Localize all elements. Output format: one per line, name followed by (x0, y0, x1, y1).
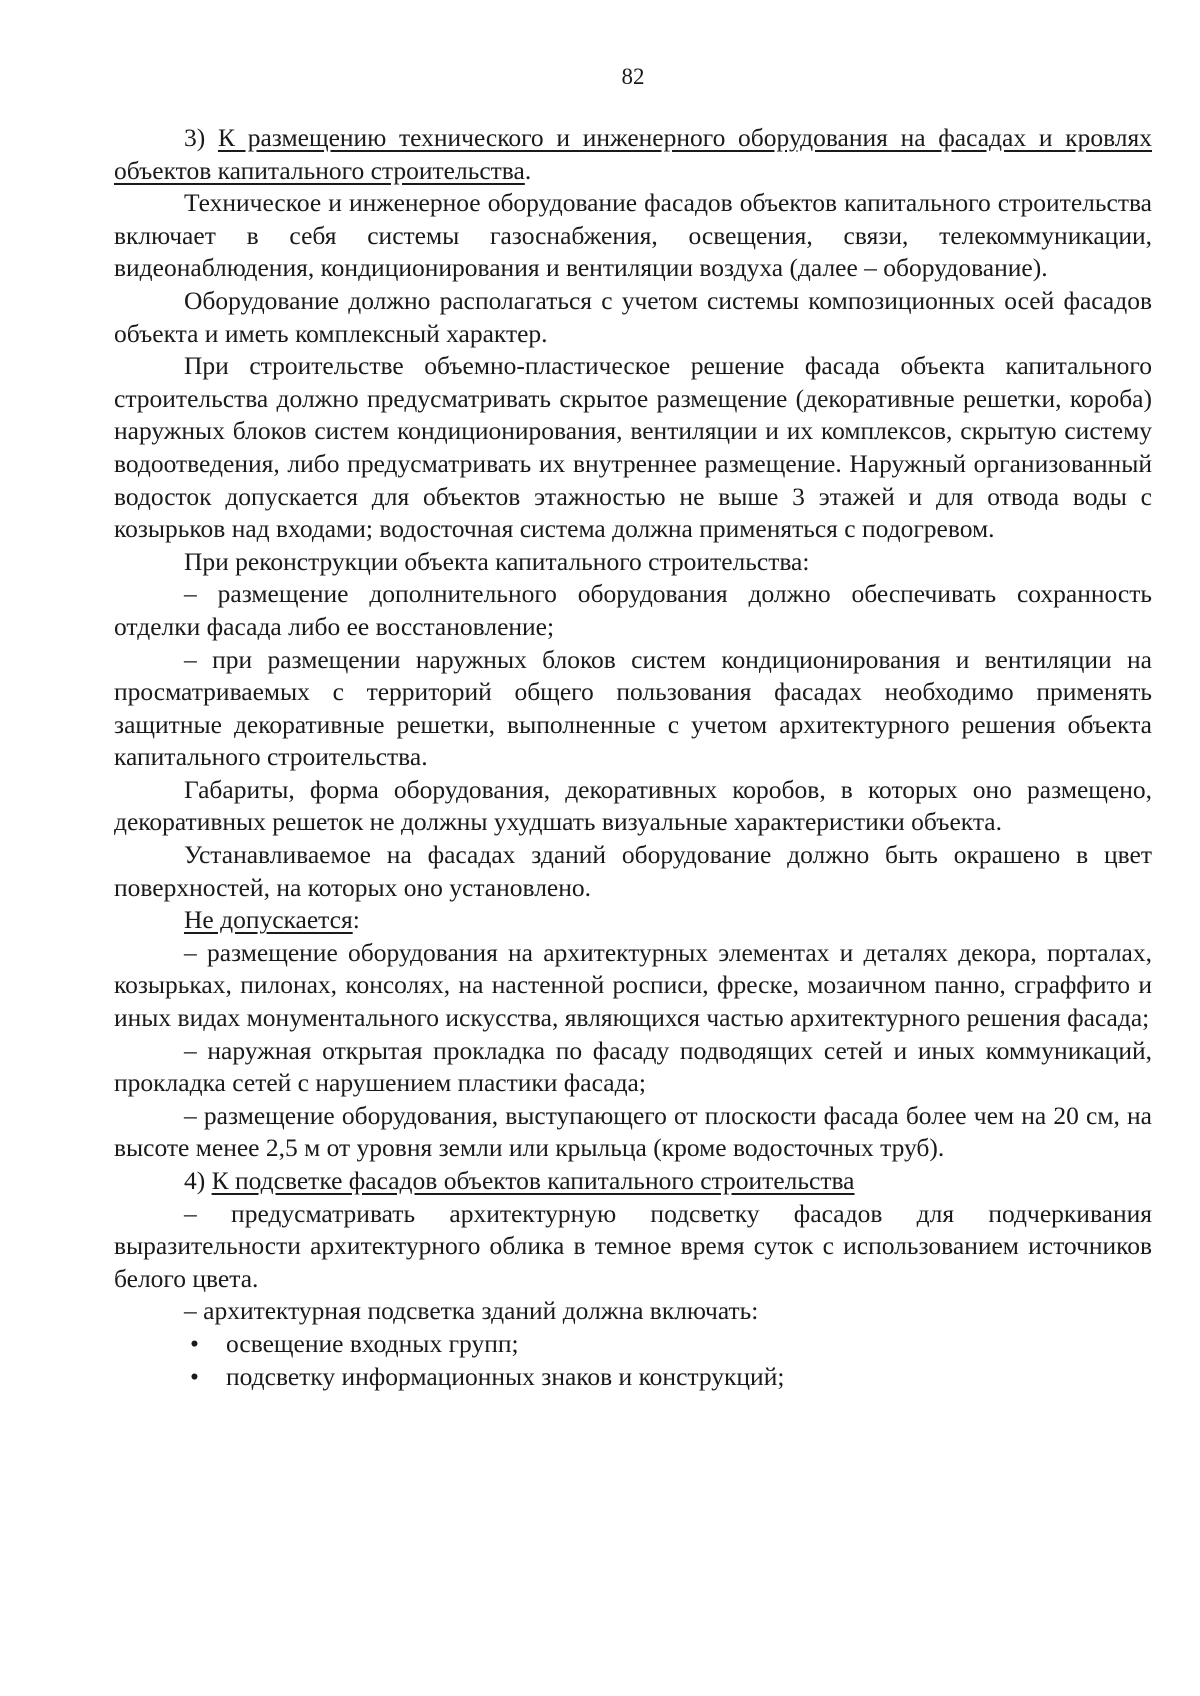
document-page (114, 62, 1152, 1393)
paragraph-reconstruction: При реконструкции объекта капитального строительства: (184, 546, 810, 576)
list-item-reconstruction-2: – при размещении наружных блоков систем кондиционирования и вентиляции на просматриваемых с территорий общего пользования фасадах необходимо применять защитные декоративные решетки, выполненные с учетом архитектурного решения объекта капитального строительства. (114, 644, 1152, 772)
paragraph-lighting-includes: – архитектурная подсветка зданий должна включать: (184, 1296, 759, 1326)
page-number: 82 (621, 64, 645, 89)
list-item-not-allowed-2: – наружная открытая прокладка по фасаду подводящих сетей и иных коммуникаций, прокладка сетей с нарушением пластики фасада; (114, 1035, 1152, 1098)
not-allowed-heading (114, 904, 1152, 937)
section-4-number: 4) (184, 1166, 206, 1195)
section-3-period: . (524, 155, 532, 185)
list-item-reconstruction-1: – размещение дополнительного оборудования должно обеспечивать сохранность отделки фасада либо ее восстановление; (114, 579, 1152, 641)
bullet-icon: • (190, 1328, 199, 1358)
bullet-item (114, 1328, 1152, 1361)
section-3-heading (114, 122, 1152, 187)
paragraph-equipment-definition: Техническое и инженерное оборудование фасадов объектов капитального строительства включает в себя системы газоснабжения, освещения, связи, телекоммуникации, видеонаблюдения, кондиционирования и вентиляции воздуха (далее – оборудование). (114, 188, 1152, 283)
section-4-title: К подсветке фасадов объектов капитального строительства (211, 1166, 855, 1195)
paragraph-composition-axes: Оборудование должно располагаться с учетом системы композиционных осей фасадов объекта и иметь комплексный характер. (114, 285, 1152, 348)
not-allowed-colon: : (352, 905, 360, 935)
section-3-number: 3) (184, 123, 206, 152)
bullet-item (114, 1361, 1152, 1394)
paragraph-painting: Устанавливаемое на фасадах зданий оборудование должно быть окрашено в цвет поверхностей, на которых оно установлено. (114, 840, 1152, 902)
list-item-not-allowed-1: – размещение оборудования на архитектурных элементах и деталях декора, порталах, козырьках, пилонах, консолях, на настенной росписи, фреске, мозаичном панно, сграффито и иных видах монументального искусства, являющихся частью архитектурного решения фасада; (114, 937, 1152, 1033)
bullet-text: подсветку информационных знаков и конструкций; (226, 1361, 785, 1391)
paragraph-lighting: – предусматривать архитектурную подсветку фасадов для подчеркивания выразительности архитектурного облика в темное время суток с использованием источников белого цвета. (114, 1198, 1152, 1293)
paragraph-construction: При строительстве объемно-пластическое решение фасада объекта капитального строительства должно предусматривать скрытое размещение (декоративные решетки, короба) наружных блоков систем кондиционирования, вентиляции и их комплексов, скрытую систему водоотведения, либо предусматривать их внутреннее размещение. Наружный организованный водосток допускается для объектов этажностью не выше 3 этажей и для отвода воды с козырьков над входами; водосточная система должна применяться с подогревом. (114, 351, 1152, 544)
not-allowed-title: Не допускается (184, 905, 353, 935)
list-item-not-allowed-3: – размещение оборудования, выступающего от плоскости фасада более чем на 20 см, на высоте менее 2,5 м от уровня земли или крыльца (кроме водосточных труб). (114, 1100, 1152, 1163)
paragraph-dimensions: Габариты, форма оборудования, декоративных коробов, в которых оно размещено, декоративных решеток не должны ухудшать визуальные характеристики объекта. (114, 774, 1152, 837)
bullet-icon: • (190, 1361, 199, 1391)
section-3-title: К размещению технического и инженерного оборудования на фасадах и кровлях объектов капитального строительства (114, 123, 1152, 185)
section-4-heading (114, 1165, 1152, 1198)
bullet-text: освещение входных групп; (226, 1328, 519, 1358)
